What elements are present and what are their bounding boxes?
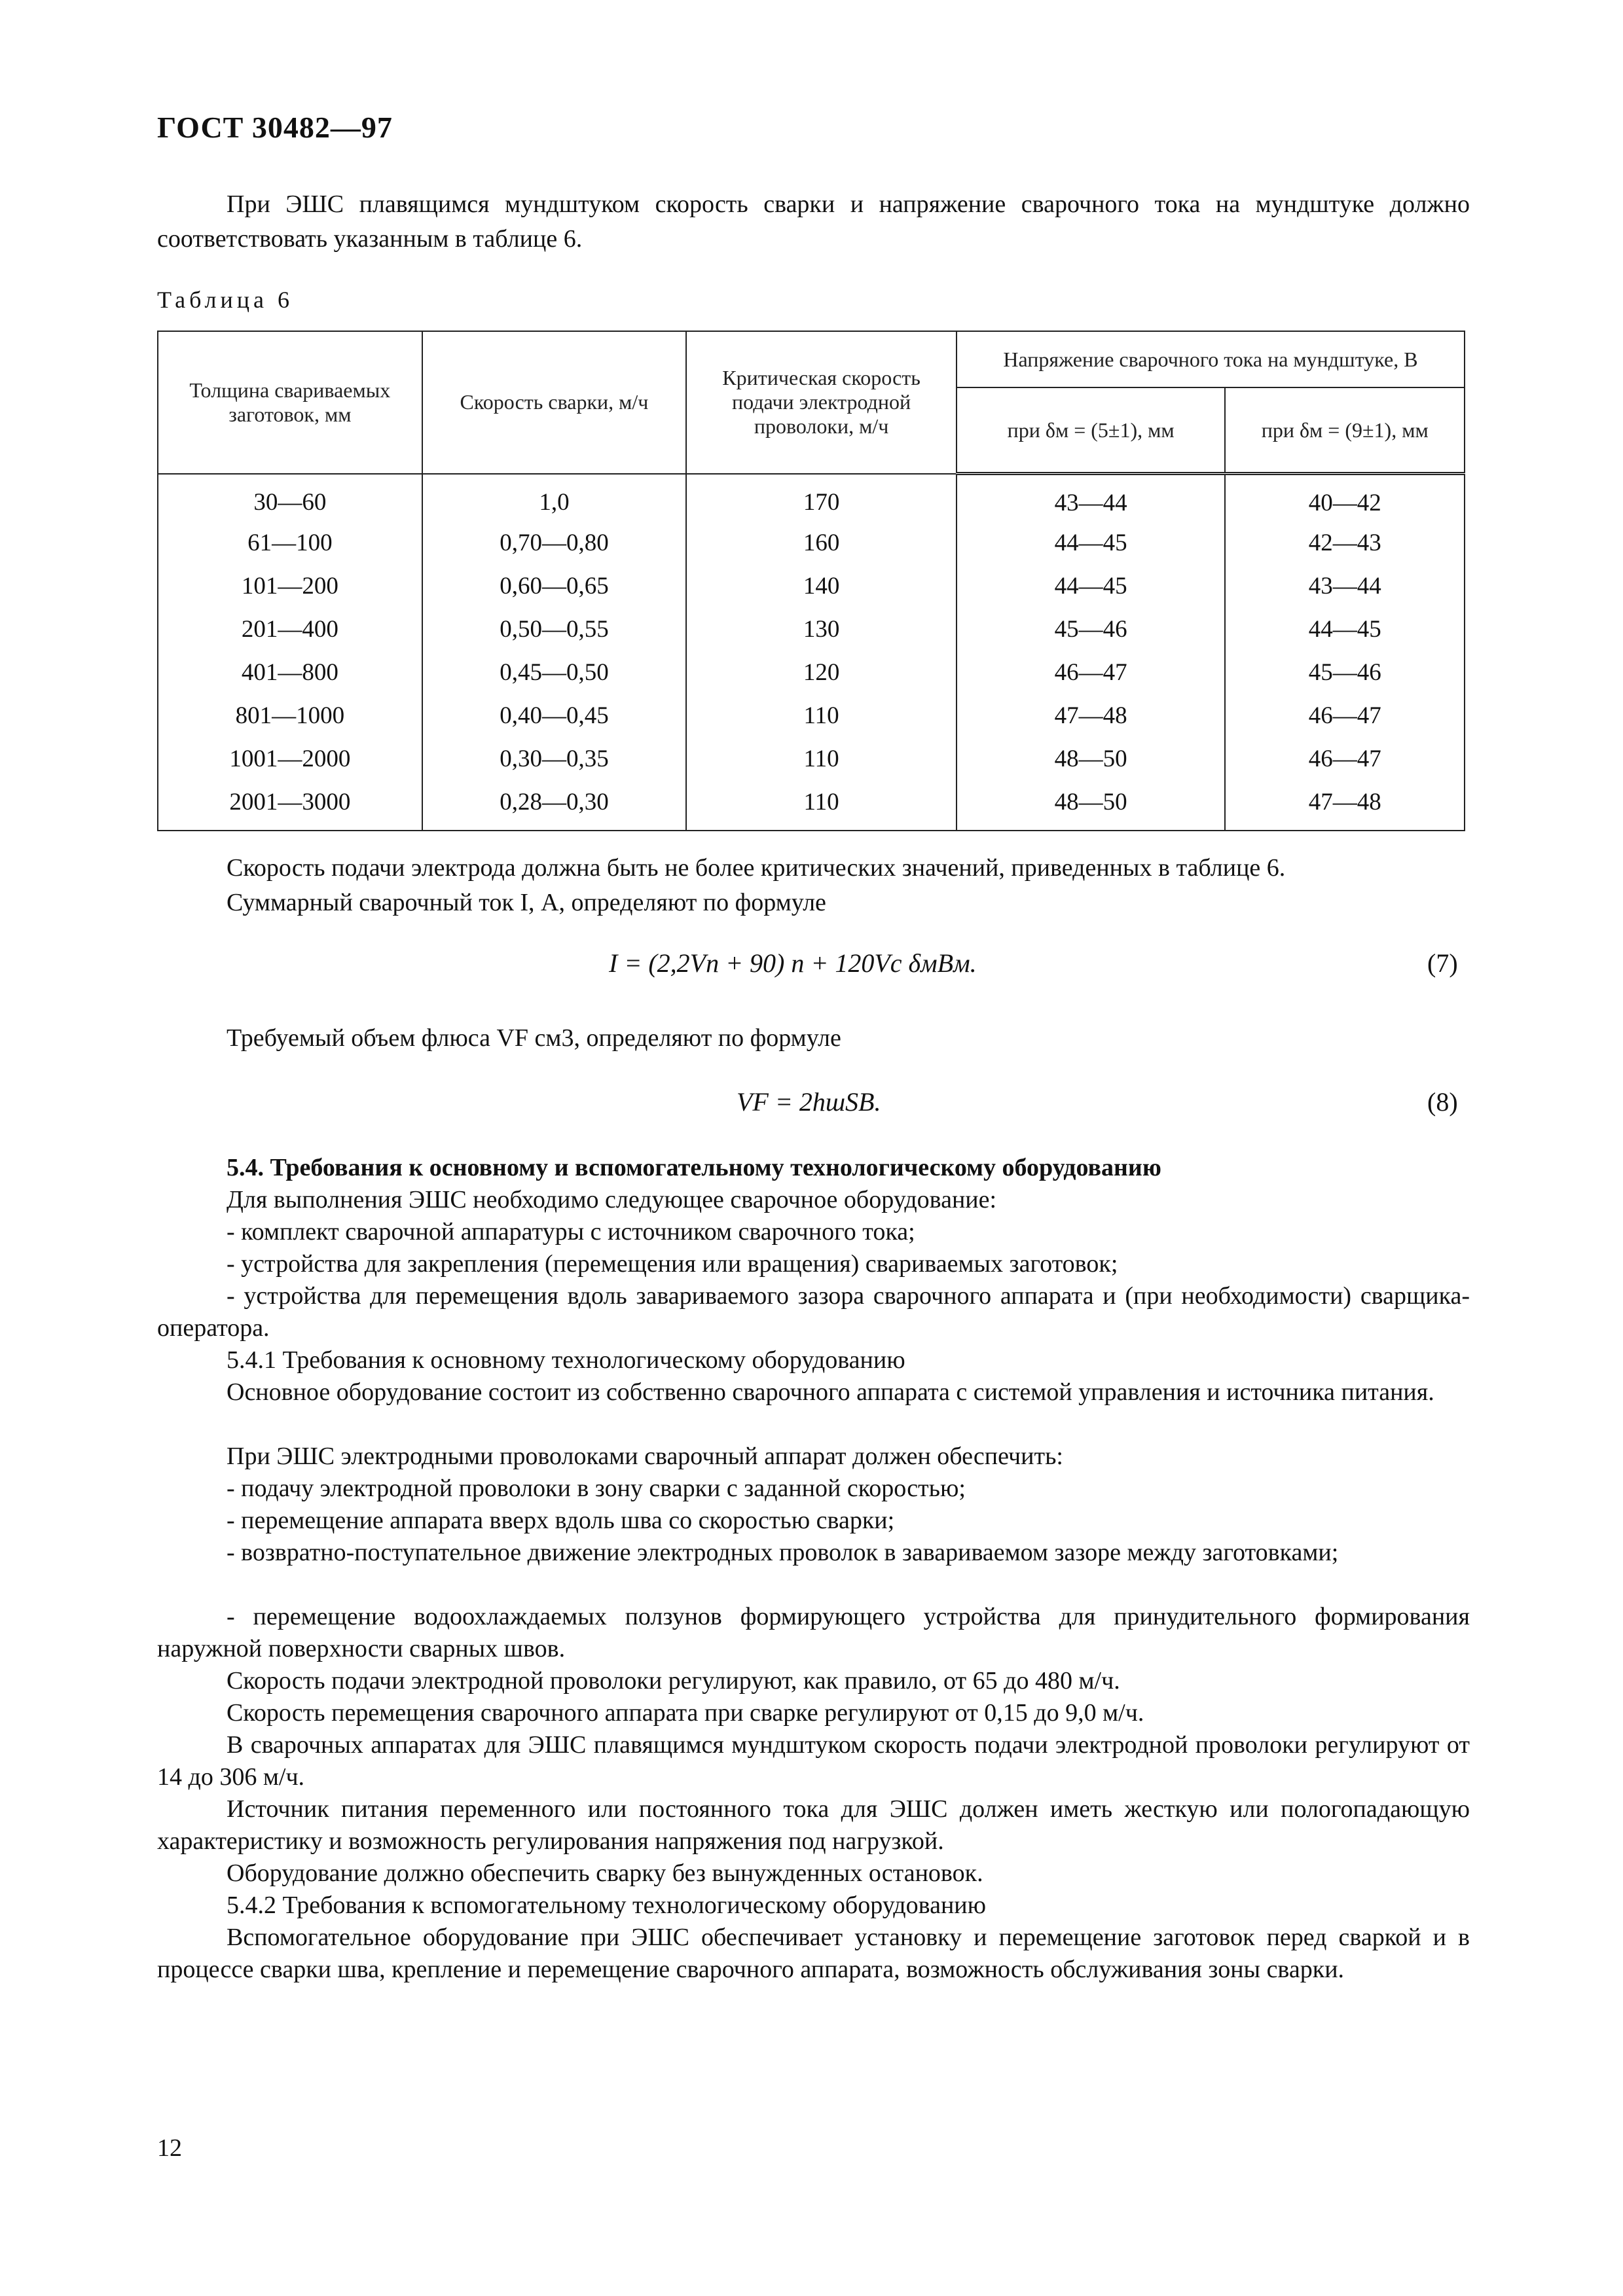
section-line: Основное оборудование состоит из собственно сварочного аппарата с системой управления и источника питания. bbox=[227, 1378, 1434, 1406]
cell-thickness: 1001—2000 bbox=[158, 737, 422, 780]
cell-critical: 110 bbox=[686, 780, 957, 831]
cell-voltage-5: 45—46 bbox=[957, 607, 1226, 651]
section-line: При ЭШС электродными проволоками сварочный аппарат должен обеспечить: bbox=[227, 1443, 1063, 1470]
cell-thickness: 61—100 bbox=[158, 521, 422, 564]
intro-paragraph: При ЭШС плавящимся мундштуком скорость сварки и напряжение сварочного тока на мундштуке должно соответствовать указанным в таблице 6. bbox=[157, 190, 1470, 253]
cell-thickness: 801—1000 bbox=[158, 694, 422, 737]
cell-thickness: 2001—3000 bbox=[158, 780, 422, 831]
table-caption: Таблица 6 bbox=[157, 287, 293, 313]
page-number: 12 bbox=[157, 2134, 182, 2162]
table-6 bbox=[157, 331, 1465, 831]
feed-speed-note: Скорость подачи электрода должна быть не более критических значений, приведенных в таблице 6. bbox=[227, 854, 1286, 882]
header-voltage-9mm: при δм = (9±1), мм bbox=[1225, 387, 1465, 474]
cell-voltage-9: 45—46 bbox=[1225, 651, 1465, 694]
section-line: - устройства для перемещения вдоль завариваемого зазора сварочного аппарата и (при необходимости) сварщика-оператора. bbox=[157, 1282, 1470, 1342]
cell-voltage-9: 40—42 bbox=[1225, 474, 1465, 522]
formula-8-number: (8) bbox=[1427, 1087, 1458, 1117]
formula-8: VF = 2hшSB. bbox=[737, 1087, 881, 1117]
cell-voltage-5: 46—47 bbox=[957, 651, 1226, 694]
cell-speed: 0,30—0,35 bbox=[422, 737, 687, 780]
section-line: Источник питания переменного или постоянного тока для ЭШС должен иметь жесткую или пологопадающую характеристику и возможность регулирования напряжения под нагрузкой. bbox=[157, 1795, 1470, 1855]
section-line: Скорость подачи электродной проволоки регулируют, как правило, от 65 до 480 м/ч. bbox=[227, 1667, 1120, 1695]
table-row bbox=[158, 737, 1465, 780]
section-line: Вспомогательное оборудование при ЭШС обеспечивает установку и перемещение заготовок перед сваркой и в процессе сварки шва, крепление и перемещение сварочного аппарата, возможность обслуживания зоны сварки. bbox=[157, 1924, 1470, 1983]
cell-critical: 160 bbox=[686, 521, 957, 564]
section-line: Оборудование должно обеспечить сварку без вынужденных остановок. bbox=[227, 1859, 983, 1887]
cell-thickness: 30—60 bbox=[158, 474, 422, 522]
table-row bbox=[158, 564, 1465, 607]
cell-speed: 1,0 bbox=[422, 474, 687, 522]
cell-speed: 0,45—0,50 bbox=[422, 651, 687, 694]
cell-speed: 0,40—0,45 bbox=[422, 694, 687, 737]
section-line: - возвратно-поступательное движение электродных проволок в завариваемом зазоре между заготовками; bbox=[227, 1539, 1339, 1566]
formula-7: I = (2,2Vп + 90) n + 120Vс δмBм. bbox=[609, 948, 977, 978]
header-speed: Скорость сварки, м/ч bbox=[422, 331, 687, 474]
cell-critical: 120 bbox=[686, 651, 957, 694]
section-line: Для выполнения ЭШС необходимо следующее сварочное оборудование: bbox=[227, 1186, 997, 1213]
cell-voltage-5: 47—48 bbox=[957, 694, 1226, 737]
cell-critical: 130 bbox=[686, 607, 957, 651]
cell-critical: 110 bbox=[686, 694, 957, 737]
section-line: 5.4.1 Требования к основному технологическому оборудованию bbox=[227, 1346, 905, 1374]
cell-voltage-5: 44—45 bbox=[957, 564, 1226, 607]
table-row bbox=[158, 780, 1465, 831]
cell-thickness: 201—400 bbox=[158, 607, 422, 651]
cell-thickness: 101—200 bbox=[158, 564, 422, 607]
current-formula-intro: Суммарный сварочный ток I, А, определяют по формуле bbox=[227, 889, 826, 916]
cell-speed: 0,50—0,55 bbox=[422, 607, 687, 651]
header-critical-speed: Критическая скорость подачи электродной проволоки, м/ч bbox=[686, 331, 957, 474]
cell-voltage-5: 44—45 bbox=[957, 521, 1226, 564]
cell-voltage-9: 42—43 bbox=[1225, 521, 1465, 564]
table-row bbox=[158, 474, 1465, 522]
header-voltage-5mm: при δм = (5±1), мм bbox=[957, 387, 1226, 474]
formula-7-number: (7) bbox=[1427, 948, 1458, 978]
cell-voltage-5: 43—44 bbox=[957, 474, 1226, 522]
cell-thickness: 401—800 bbox=[158, 651, 422, 694]
cell-voltage-9: 47—48 bbox=[1225, 780, 1465, 831]
cell-voltage-9: 44—45 bbox=[1225, 607, 1465, 651]
section-line: - перемещение водоохлаждаемых ползунов формирующего устройства для принудительного формирования наружной поверхности сварных швов. bbox=[157, 1603, 1470, 1662]
cell-speed: 0,60—0,65 bbox=[422, 564, 687, 607]
header-thickness: Толщина свариваемых заготовок, мм bbox=[158, 331, 422, 474]
cell-speed: 0,70—0,80 bbox=[422, 521, 687, 564]
section-line: Скорость перемещения сварочного аппарата при сварке регулируют от 0,15 до 9,0 м/ч. bbox=[227, 1699, 1144, 1727]
table-row bbox=[158, 651, 1465, 694]
section-line: 5.4.2 Требования к вспомогательному технологическому оборудованию bbox=[227, 1892, 987, 1919]
section-title: 5.4. Требования к основному и вспомогательному технологическому оборудованию bbox=[227, 1154, 1161, 1181]
header-voltage-group: Напряжение сварочного тока на мундштуке, В bbox=[957, 331, 1465, 387]
cell-voltage-9: 43—44 bbox=[1225, 564, 1465, 607]
section-line: В сварочных аппаратах для ЭШС плавящимся мундштуком скорость подачи электродной проволоки регулируют от 14 до 306 м/ч. bbox=[157, 1731, 1470, 1791]
cell-voltage-5: 48—50 bbox=[957, 737, 1226, 780]
section-line: - подачу электродной проволоки в зону сварки с заданной скоростью; bbox=[227, 1475, 966, 1502]
table-row bbox=[158, 521, 1465, 564]
cell-critical: 170 bbox=[686, 474, 957, 522]
section-line: - устройства для закрепления (перемещения или вращения) свариваемых заготовок; bbox=[227, 1250, 1118, 1278]
document-code-header: ГОСТ 30482—97 bbox=[157, 111, 393, 144]
cell-critical: 140 bbox=[686, 564, 957, 607]
cell-voltage-5: 48—50 bbox=[957, 780, 1226, 831]
flux-formula-intro: Требуемый объем флюса VF см3, определяют по формуле bbox=[227, 1024, 841, 1052]
section-line: - комплект сварочной аппаратуры с источником сварочного тока; bbox=[227, 1218, 915, 1246]
section-line: - перемещение аппарата вверх вдоль шва со скоростью сварки; bbox=[227, 1507, 895, 1534]
cell-speed: 0,28—0,30 bbox=[422, 780, 687, 831]
cell-voltage-9: 46—47 bbox=[1225, 694, 1465, 737]
table-row bbox=[158, 694, 1465, 737]
cell-critical: 110 bbox=[686, 737, 957, 780]
table-row bbox=[158, 607, 1465, 651]
cell-voltage-9: 46—47 bbox=[1225, 737, 1465, 780]
